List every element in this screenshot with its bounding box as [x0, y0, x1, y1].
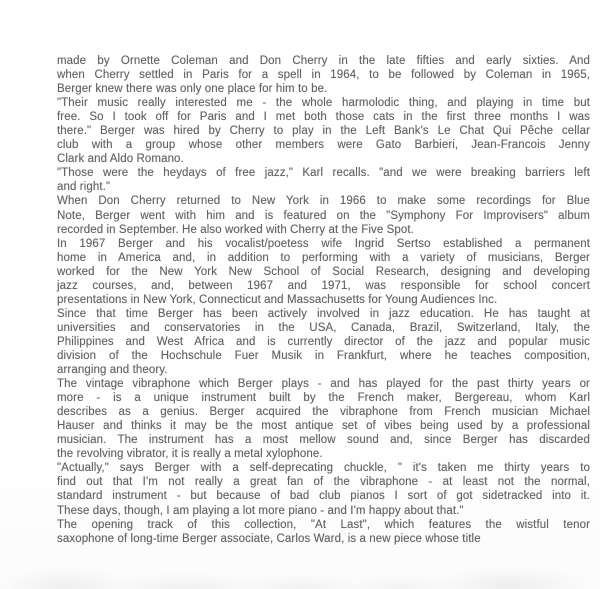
- text-line: more - is a unique instrument built by the French maker, Bergereau, whom Karl: [57, 392, 590, 405]
- text-line: standard instrument - but because of bad club pianos I sort of got sidetracked into it.: [57, 490, 590, 503]
- text-line: worked for the New York New School of Social Research, designing and developing: [57, 265, 590, 278]
- text-line: Since that time Berger has been actively involved in jazz education. He has taught at: [57, 307, 590, 320]
- text-line: and right.": [57, 181, 111, 194]
- text-line: These days, though, I am playing a lot more piano - and I'm happy about that.": [57, 504, 464, 517]
- text-line: Berger knew there was only one place for him to be.: [57, 83, 328, 96]
- text-line: the revolving vibrator, it is really a metal xylophone.: [57, 448, 323, 461]
- text-line: The vintage vibraphone which Berger plays - and has played for the past thirty years or: [57, 378, 590, 391]
- text-line: When Don Cherry returned to New York in 1966 to make some recordings for Blue: [57, 195, 590, 208]
- text-line: free. So I took off for Paris and I met both those cats in the first three months I was: [57, 111, 590, 124]
- text-line: In 1967 Berger and his vocalist/poetess wife Ingrid Sertso established a permanent: [57, 237, 590, 250]
- text-line: "Actually," says Berger with a self-deprecating chuckle, " it's taken me thirty years to: [57, 462, 590, 475]
- text-line: "Their music really interested me - the whole harmolodic thing, and playing in time but: [57, 97, 590, 110]
- text-line: arranging and theory.: [57, 364, 168, 377]
- text-line: The opening track of this collection, "At Last", which features the wistful tenor: [57, 518, 590, 531]
- text-line: Note, Berger went with him and is featured on the "Symphony For Improvisers" album: [57, 209, 590, 222]
- text-line: recorded in September. He also worked with Cherry at the Five Spot.: [57, 223, 414, 236]
- text-line: there." Berger was hired by Cherry to play in the Left Bank's Le Chat Qui Pêche cellar: [57, 125, 590, 138]
- text-line: saxophone of long-time Berger associate, Carlos Ward, is a new piece whose title: [57, 532, 481, 545]
- text-line: Philippines and West Africa and is currently director of the jazz and popular music: [57, 335, 590, 348]
- text-line: describes as a genius. Berger acquired the vibraphone from French musician Michael: [57, 406, 590, 419]
- text-line: musician. The instrument has a most mellow sound and, since Berger has discarded: [57, 434, 590, 447]
- text-line: division of the Hochschule Fuer Musik in Frankfurt, where he teaches composition,: [57, 349, 590, 362]
- text-line: find out that I'm not really a great fan of the vibraphone - at least not the normal,: [57, 476, 590, 489]
- liner-notes-text: [57, 54, 590, 546]
- text-line: Clark and Aldo Romano.: [57, 153, 184, 166]
- text-line: presentations in New York, Connecticut and Massachusetts for Young Audiences Inc.: [57, 293, 498, 306]
- text-line: jazz courses, and, between 1967 and 1971, was responsible for school concert: [57, 279, 590, 292]
- text-line: "Those were the heydays of free jazz," Karl recalls. "and we were breaking barriers left: [57, 167, 590, 180]
- text-line: home in America and, in addition to performing with a variety of musicians, Berger: [57, 251, 590, 264]
- text-line: club with a group whose other members were Gato Barbieri, Jean-Francois Jenny: [57, 139, 590, 152]
- text-line: made by Ornette Coleman and Don Cherry in the late fifties and early sixties. And: [57, 55, 590, 67]
- text-line: universities and conservatories in the USA, Canada, Brazil, Switzerland, Italy, the: [57, 321, 590, 334]
- text-line: Hauser and thinks it may be the most antique set of vibes being used by a professional: [57, 420, 590, 433]
- text-line: when Cherry settled in Paris for a spell in 1964, to be followed by Coleman in 1965,: [57, 69, 590, 82]
